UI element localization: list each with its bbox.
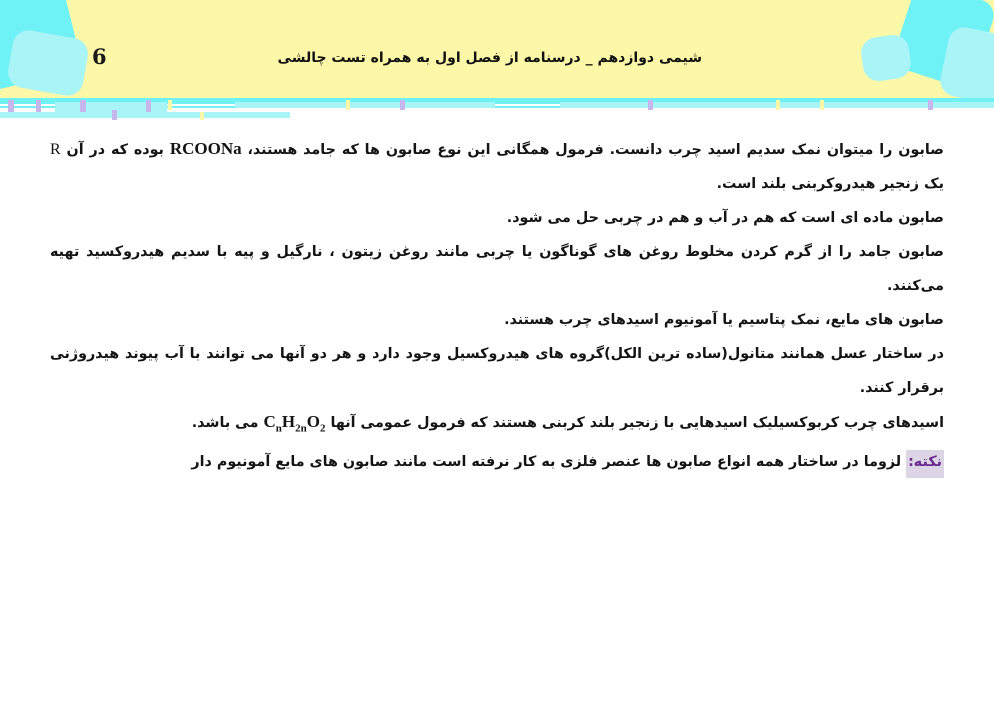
paragraph-soap-formula [50, 132, 944, 201]
paragraph-honey: در ساختار عسل همانند متانول(ساده ترین الکل)گروه های هیدروکسیل وجود دارد و هر دو آنها می توانند با آب پیوند هیدروژنی برقرار کنند. [50, 346, 944, 396]
header-banner [0, 0, 994, 98]
text-span: اسیدهای چرب کربوکسیلیک اسیدهایی با زنجیر بلند کربنی هستند که فرمول عمومی آنها [325, 415, 944, 431]
decor-square [6, 28, 91, 98]
text-span: بوده که در آن [60, 142, 170, 158]
note-text: لزوما در ساختار همه انواع صابون ها عنصر فلزی به کار نرفته است مانند صابون های مایع آمونیوم دار [191, 454, 907, 471]
page-number: 6 [92, 44, 107, 69]
note-label: نکته: [906, 450, 944, 478]
formula-part: C [263, 412, 276, 431]
formula-rcoona: RCOONa [169, 139, 242, 158]
formula-part: 2n [295, 422, 307, 435]
header-stripes [0, 96, 994, 122]
variable-r: R [50, 141, 61, 158]
text-span: می باشد. [191, 415, 264, 431]
paragraph-fatty-acids [50, 405, 944, 445]
formula-part: H [281, 412, 296, 431]
note-paragraph [50, 445, 944, 479]
formula-part: 2 [319, 422, 326, 435]
lesson-content [50, 132, 944, 479]
text-span: یک زنجیر هیدروکربنی بلند است. [716, 176, 944, 192]
decor-square [859, 33, 913, 83]
formula-part: O [306, 412, 320, 431]
paragraph-solid-soap: صابون جامد را از گرم کردن مخلوط روغن های گوناگون یا چربی مانند روغن زیتون ، نارگیل و پیه با سدیم هیدروکسید تهیه می‌کنند. [50, 244, 944, 294]
formula-part: n [275, 422, 282, 435]
text-span: صابون را میتوان نمک سدیم اسید چرب دانست. فرمول همگانی این نوع صابون ها که جامد هستند، [241, 142, 944, 158]
page-title: شیمی دوازدهم _ درسنامه از فصل اول به همراه تست چالشی [277, 50, 702, 66]
paragraph-liquid-soap: صابون های مایع، نمک پتاسیم یا آمونیوم اسیدهای چرب هستند. [504, 312, 944, 328]
formula-fatty-acid [263, 405, 325, 445]
paragraph-solubility: صابون ماده ای است که هم در آب و هم در چربی حل می شود. [506, 210, 944, 226]
